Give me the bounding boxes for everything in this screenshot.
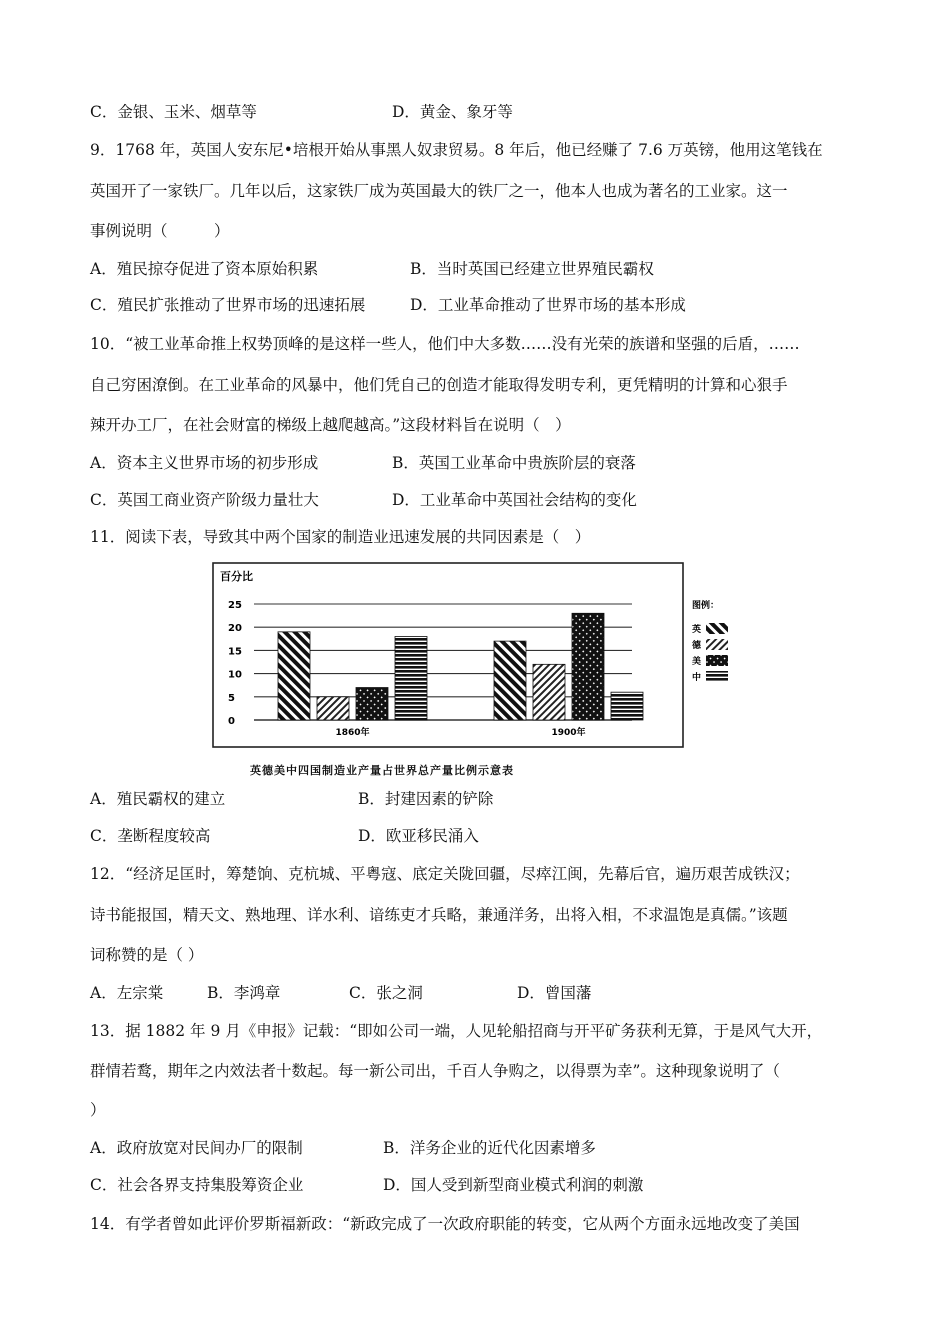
q9-option-c[interactable]: C．殖民扩张推动了世界市场的迅速拓展 [90, 296, 366, 314]
q11-option-c[interactable]: C．垄断程度较高 [90, 827, 211, 845]
q13-text-line-3: ） [90, 1101, 106, 1119]
q9-option-b[interactable]: B．当时英国已经建立世界殖民霸权 [410, 260, 654, 278]
q13-option-c[interactable]: C．社会各界支持集股筹资企业 [90, 1176, 304, 1194]
bar-0-2 [356, 688, 388, 720]
q12-option-d[interactable]: D．曾国藩 [517, 984, 592, 1002]
q13-text-line-2: 群情若鹜，期年之内效法者十数起。每一新公司出，千百人争购之，以得票为幸”。这种现象说明了（ [90, 1062, 780, 1080]
q10-option-d[interactable]: D．工业革命中英国社会结构的变化 [392, 491, 637, 509]
legend-title: 图例： [692, 601, 720, 611]
legend-swatch-2 [706, 655, 728, 666]
legend-label-3: 中 [692, 673, 702, 683]
bar-1-0 [494, 641, 526, 720]
q10-text-line-2: 自己穷困潦倒。在工业革命的风暴中，他们凭自己的创造才能取得发明专利，更凭精明的计算和心狠手 [90, 376, 788, 394]
legend-label-2: 美 [692, 657, 702, 667]
ytick-label-10: 10 [228, 669, 242, 681]
legend-swatch-0 [706, 623, 728, 634]
q11-text-line-1: 11．阅读下表，导致其中两个国家的制造业迅速发展的共同因素是（ ） [90, 528, 591, 546]
q13-option-d[interactable]: D．国人受到新型商业模式利润的刺激 [383, 1176, 644, 1194]
q12-text-line-2: 诗书能报国，精天文、熟地理、详水利、谙练吏才兵略，兼通洋务，出将入相，不求温饱是真儒。”该题 [90, 906, 788, 924]
bar-0-0 [278, 632, 310, 720]
bar-chart-svg [212, 562, 742, 762]
q10-option-b[interactable]: B．英国工业革命中贵族阶层的衰落 [392, 454, 636, 472]
chart-ylabel: 百分比 [220, 570, 253, 583]
xtick-label-0: 1860年 [335, 728, 370, 738]
q14-text-line-1: 14．有学者曾如此评价罗斯福新政：“新政完成了一次政府职能的转变，它从两个方面永远地改变了美国 [90, 1215, 800, 1233]
q9-option-d[interactable]: D．工业革命推动了世界市场的基本形成 [410, 296, 686, 314]
ytick-label-15: 15 [228, 646, 242, 658]
q11-option-a[interactable]: A．殖民霸权的建立 [90, 790, 226, 808]
legend-swatch-1 [706, 639, 728, 650]
legend-label-1: 德 [692, 641, 702, 651]
q11-option-b[interactable]: B．封建因素的铲除 [358, 790, 494, 808]
q12-text-line-1: 12．“经济足匡时，筹楚饷、克杭城、平粤寇、底定关陇回疆，尽瘁江闽，先幕后官，遍历艰苦成铁汉； [90, 865, 800, 883]
bar-1-1 [533, 664, 565, 720]
bar-1-3 [611, 692, 643, 720]
xtick-label-1: 1900年 [551, 728, 586, 738]
q10-option-a[interactable]: A．资本主义世界市场的初步形成 [90, 454, 319, 472]
q11-option-d[interactable]: D．欧亚移民涌入 [358, 827, 479, 845]
q13-text-line-1: 13．据 1882 年 9 月《申报》记载：“即如公司一端，人见轮船招商与开平矿务获利无算，于是风气大开， [90, 1022, 823, 1040]
ytick-label-0: 0 [228, 716, 235, 727]
q10-option-c[interactable]: C．英国工商业资产阶级力量壮大 [90, 491, 319, 509]
ytick-label-5: 5 [228, 692, 235, 704]
q10-text-line-3: 辣开办工厂，在社会财富的梯级上越爬越高。”这段材料旨在说明（ ） [90, 416, 571, 434]
q10-text-line-1: 10．“被工业革命推上权势顶峰的是这样一些人，他们中大多数……没有光荣的族谱和坚强的后盾，…… [90, 335, 800, 353]
manufacturing-chart [212, 562, 742, 777]
q9-text-line-2: 英国开了一家铁厂。几年以后，这家铁厂成为英国最大的铁厂之一，他本人也成为著名的工业家。这一 [90, 182, 788, 200]
bar-1-2 [572, 613, 604, 720]
ytick-label-25: 25 [228, 600, 242, 611]
q13-option-b[interactable]: B．洋务企业的近代化因素增多 [383, 1139, 596, 1157]
chart-caption: 英德美中四国制造业产量占世界总产量比例示意表 [250, 764, 514, 777]
q9-text-line-1: 9．1768 年，英国人安东尼•培根开始从事黑人奴隶贸易。8 年后，他已经赚了 7.6 万英镑，他用这笔钱在 [90, 141, 823, 159]
q9-text-line-3: 事例说明（ ） [90, 222, 230, 240]
q12-option-b[interactable]: B．李鸿章 [207, 984, 281, 1002]
q12-option-a[interactable]: A．左宗棠 [90, 984, 164, 1002]
q8-option-d[interactable]: D．黄金、象牙等 [392, 103, 513, 121]
q12-text-line-3: 词称赞的是（ ） [90, 946, 204, 964]
ytick-label-20: 20 [228, 623, 242, 635]
legend-swatch-3 [706, 671, 728, 682]
bar-0-1 [317, 697, 349, 720]
bar-0-3 [395, 636, 427, 720]
legend-label-0: 英 [692, 625, 702, 635]
q12-option-c[interactable]: C．张之洞 [349, 984, 423, 1002]
q9-option-a[interactable]: A．殖民掠夺促进了资本原始积累 [90, 260, 319, 278]
q8-option-c[interactable]: C．金银、玉米、烟草等 [90, 103, 257, 121]
q13-option-a[interactable]: A．政府放宽对民间办厂的限制 [90, 1139, 303, 1157]
